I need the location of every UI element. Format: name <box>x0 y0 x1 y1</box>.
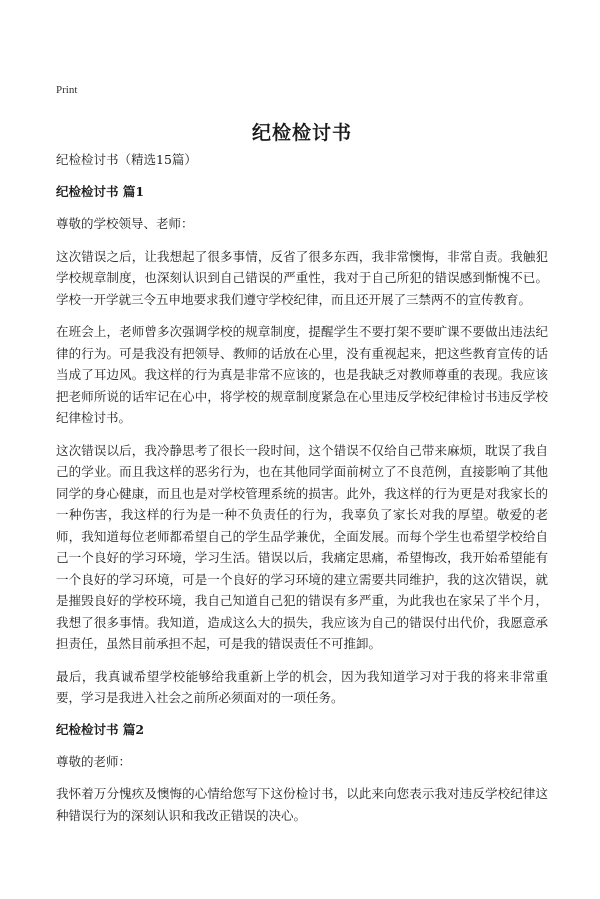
document-subtitle: 纪检检讨书（精选15篇） <box>56 152 197 167</box>
section-heading: 纪检检讨书 篇1 <box>56 184 145 199</box>
salutation: 尊敬的学校领导、老师： <box>56 216 194 231</box>
section-1 <box>56 182 548 709</box>
salutation: 尊敬的老师： <box>56 753 132 769</box>
paragraph: 在班会上，老师曾多次强调学校的规章制度，提醒学生不要打架不要旷课不要做出违法纪律的行为。可是我没有把领导、教师的话放在心里，没有重视起来，把这些教育宣传的话当成了耳边风。我这样的行为真是非常不应该的，也是我缺乏对教师尊重的表现。我应该把老师所说的话牢记在心中，将学校的规章制度紧急在心里违反学校纪律检讨书违反学校纪律检讨书。 <box>56 324 548 425</box>
paragraph: 这次错误以后，我冷静思考了很长一段时间，这个错误不仅给自己带来麻烦，耽误了我自己的学业。而且我这样的恶劣行为，也在其他同学面前树立了不良范例，直接影响了其他同学的身心健康，而且也是对学校管理系统的损害。此外，我这样的行为更是对我家长的一种伤害，我这样的行为是一种不负责任的行为，我辜负了家长对我的厚望。敬爱的老师，我知道每位老师都希望自己的学生品学兼优，全面发展。而每个学生也希望学校给自己一个良好的学习环境，学习生活。错误以后，我痛定思痛，希望悔改，我开始希望能有一个良好的学习环境，可是一个良好的学习环境的建立需要共同维护，我的这次错误，就是摧毁良好的学校环境，我自己知道自己犯的错误有多严重，为此我也在家呆了半个月，我想了很多事情。我知道，造成这么大的损失，我应该为自己的错误付出代价，我愿意承担责任，虽然目前承担不起，可是我的错误责任不可推卸。 <box>56 442 548 651</box>
document-title: 纪检检讨书 <box>251 122 352 144</box>
document-content <box>56 150 548 837</box>
print-link[interactable]: Print <box>56 84 78 96</box>
paragraph: 最后，我真诚希望学校能够给我重新上学的机会，因为我知道学习对于我的将来非常重要，学习是我进入社会之前所必须面对的一项任务。 <box>56 668 548 705</box>
paragraph: 这次错误之后，让我想起了很多事情，反省了很多东西，我非常懊悔，非常自责。我触犯学校规章制度，也深刻认识到自己错误的严重性，我对于自己所犯的错误感到惭愧不已。学校一开学就三令五申地要求我们遵守学校纪律，而且还开展了三禁两不的宣传教育。 <box>56 248 548 307</box>
paragraph: 我怀着万分愧疚及懊悔的心情给您写下这份检讨书，以此来向您表示我对违反学校纪律这种错误行为的深刻认识和我改正错误的决心。 <box>56 786 548 823</box>
section-2 <box>56 720 548 827</box>
section-heading: 纪检检讨书 篇2 <box>56 721 145 737</box>
